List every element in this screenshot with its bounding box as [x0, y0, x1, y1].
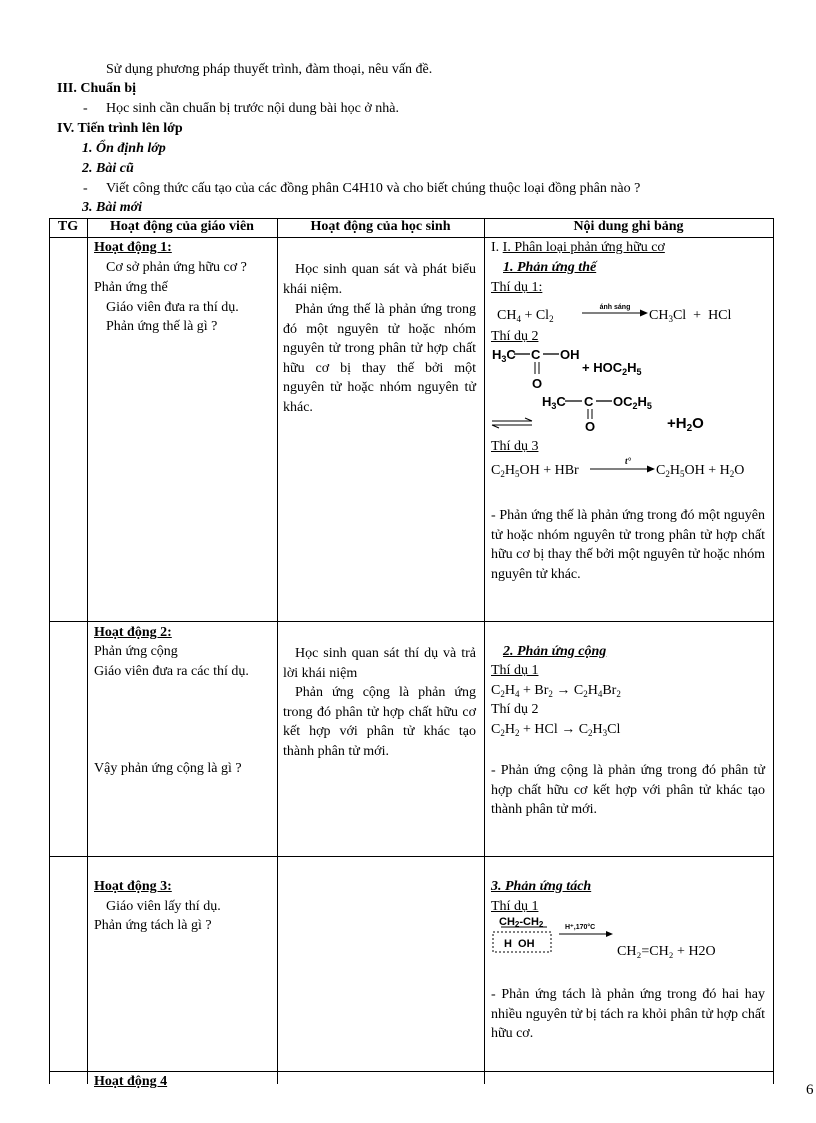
row2-teacher-line: Vậy phản ứng cộng là gì ?: [94, 761, 242, 776]
row2-subtitle: 2. Phản ứng cộng: [503, 644, 607, 659]
row2-example-1-label: Thí dụ 1: [491, 663, 539, 678]
reaction-condition: H⁺,170°C: [565, 924, 596, 931]
svg-text:+H2O: $+H_2O$: [667, 415, 704, 434]
section-3-title: III. Chuẩn bị: [57, 81, 136, 96]
svg-text:H3C: $H_3C$: [542, 394, 566, 411]
svg-text:C: C: [531, 347, 541, 362]
section-3-item: Học sinh cần chuẩn bị trước nội dung bài học ở nhà.: [106, 101, 399, 116]
page-number: 6: [806, 1082, 814, 1098]
row3-subtitle: 3. Phản ứng tách: [491, 879, 592, 894]
row4-teacher-title: Hoạt động 4: [94, 1074, 168, 1089]
reaction-arrow: [580, 301, 650, 319]
svg-text:CH2-CH2: CH2-CH2: [499, 916, 544, 929]
reaction-condition: t°: [624, 456, 632, 466]
row1-teacher-line: Giáo viên đưa ra thí dụ.: [106, 300, 239, 315]
svg-text:OH: OH: [560, 347, 580, 362]
row3-definition: - Phản ứng tách là phản ứng trong đó hai hay nhiều nguyên tử bị tách ra khỏi phân tử hợp chất hữu cơ.: [491, 987, 765, 1041]
row3-example-1-label: Thí dụ 1: [491, 899, 539, 914]
row1-teacher-title: Hoạt động 1:: [94, 240, 172, 255]
bullet-dash: -: [83, 181, 88, 196]
svg-text:+ HOC2H5: + $HOC_2H_5$: [582, 360, 642, 377]
svg-text:OC2H5: $OC_2H_5$: [613, 394, 652, 411]
step-2-item: Viết công thức cấu tạo của các đồng phân C4H10 và cho biết chúng thuộc loại đồng phân nào ?: [106, 181, 641, 196]
esterification-structure: [487, 340, 722, 435]
bullet-dash: -: [83, 101, 88, 116]
method-line: Sử dụng phương pháp thuyết trình, đàm thoại, nêu vấn đề.: [106, 62, 433, 77]
header-student: Hoạt động của học sinh: [310, 219, 451, 234]
step-1: 1. Ổn định lớp: [82, 141, 166, 156]
step-3: 3. Bài mới: [82, 200, 143, 215]
row1-example-2-label: Thí dụ 2: [491, 329, 539, 344]
row2-definition: - Phản ứng cộng là phản ứng trong đó phân tử hợp chất hữu cơ kết hợp với phân tử khác tạo thành phân tử mới.: [491, 763, 765, 817]
equation-addition-2: $C_2H_2$ + HCl → $C_2H_3Cl$: [491, 722, 621, 738]
row2-example-2-label: Thí dụ 2: [491, 702, 539, 717]
row1-student-definition: Phản ứng thế là phản ứng trong đó một nguyên tử hoặc nhóm nguyên tử trong phân tử hợp chất hữu cơ bị thay thế bởi một nguyên tử hoặc nhóm nguyên tử khác.: [283, 302, 476, 415]
row2-teacher-title: Hoạt động 2:: [94, 625, 172, 640]
row1-teacher-line: Cơ sở phản ứng hữu cơ ?: [106, 260, 247, 275]
row2-student-text: Học sinh quan sát thí dụ và trả lời khái niệm: [283, 646, 476, 681]
header-content: Nội dung ghi bảng: [573, 219, 684, 234]
equation-substitution-1: $CH_4 + Cl_2$: [497, 308, 554, 324]
equation-addition-1: $C_2H_4 + Br_2 \to C_2H_4Br_2$: [491, 683, 621, 699]
row3-teacher-line: Giáo viên lấy thí dụ.: [106, 899, 221, 914]
row3-teacher-line: Phản ứng tách là gì ?: [94, 918, 212, 933]
elimination-structure: [489, 912, 629, 956]
svg-text:O: O: [532, 376, 543, 391]
row1-example-1-label: Thí dụ 1:: [491, 280, 543, 295]
svg-text:H3C: $H_3C$: [492, 347, 516, 364]
svg-text:C: C: [584, 394, 594, 409]
row1-definition: - Phản ứng thế là phản ứng trong đó một nguyên tử hoặc nhóm nguyên tử trong phân tử hợp chất hữu cơ bị thay thế bởi một nguyên tử hoặc nhóm nguyên tử khác.: [491, 508, 765, 582]
row2-teacher-line: Phản ứng cộng: [94, 644, 178, 659]
row2-teacher-line: Giáo viên đưa ra các thí dụ.: [94, 664, 249, 679]
reaction-arrow: [588, 455, 658, 475]
equation-substitution-1-product: $CH_3Cl$ + HCl: [649, 308, 732, 324]
row1-subtitle: 1. Phản ứng thế: [503, 260, 597, 275]
header-tg: TG: [57, 219, 79, 234]
row1-section-title: I. I. Phân loại phản ứng hữu cơ: [491, 240, 665, 255]
equation-substitution-3: $C_2H_5OH$ + HBr: [491, 463, 579, 479]
row1-student-text: Học sinh quan sát và phát biểu khái niệm.: [283, 262, 476, 297]
header-teacher: Hoạt động của giáo viên: [110, 219, 254, 234]
elimination-product: CH₂=CH₂ + H2O: [617, 944, 716, 959]
section-4-title: IV. Tiến trình lên lớp: [57, 121, 183, 136]
row1-example-3-label: Thí dụ 3: [491, 439, 539, 454]
row1-teacher-line: Phản ứng thế: [94, 280, 168, 295]
svg-text:H OH: H OH: [504, 938, 535, 950]
row3-teacher-title: Hoạt động 3:: [94, 879, 172, 894]
step-2: 2. Bài cũ: [82, 161, 134, 176]
row1-teacher-line: Phản ứng thế là gì ?: [106, 319, 218, 334]
row2-student-definition: Phản ứng cộng là phản ứng trong đó phân tử hợp chất hữu cơ kết hợp với phân tử khác tạo thành phân tử mới.: [283, 685, 476, 759]
svg-text:O: O: [585, 419, 596, 434]
reaction-condition: ánh sáng: [599, 304, 631, 311]
equation-substitution-3-product: $C_2H_5OH + H_2O$: [656, 463, 745, 479]
